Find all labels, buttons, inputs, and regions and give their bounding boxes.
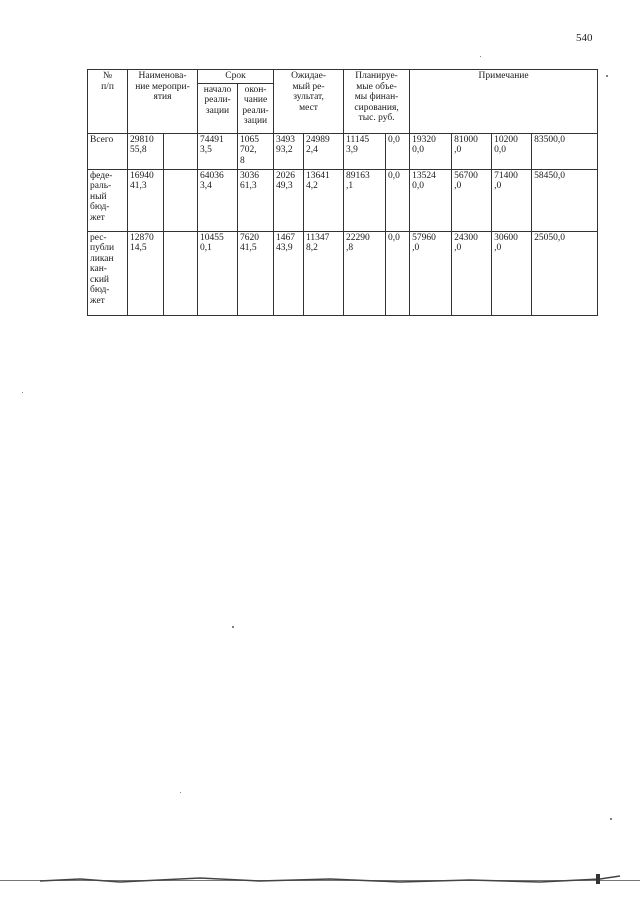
- table-cell: [164, 169, 198, 231]
- table-cell: [164, 231, 198, 315]
- table-cell: 24300 ,0: [452, 231, 492, 315]
- table-cell: 22290 ,8: [344, 231, 386, 315]
- table-cell: 71400 ,0: [492, 169, 532, 231]
- table-cell: 3493 93,2: [274, 133, 304, 169]
- scan-speck: [180, 792, 181, 793]
- table-cell: 12870 14,5: [128, 231, 164, 315]
- budget-table: [87, 69, 598, 316]
- table-row: [88, 133, 598, 169]
- row-label: феде- раль- ный бюд- жет: [88, 169, 128, 231]
- table-cell: 64036 3,4: [198, 169, 238, 231]
- table-cell: 11145 3,9: [344, 133, 386, 169]
- table-cell: 29810 55,8: [128, 133, 164, 169]
- header-term: Срок: [198, 70, 274, 84]
- table-row: [88, 169, 598, 231]
- header-term-end: окон- чание реали- зации: [238, 83, 274, 133]
- scan-speck: [22, 392, 23, 393]
- table-row: [88, 231, 598, 315]
- row-label: рес- публи ликан кан- ский бюд- жет: [88, 231, 128, 315]
- table-cell: 10455 0,1: [198, 231, 238, 315]
- table-cell: 0,0: [386, 133, 410, 169]
- header-expected-result: Ожидае- мый ре- зультат, мест: [274, 70, 344, 134]
- header-activity-name: Наименова- ние меропри- ятия: [128, 70, 198, 134]
- table-cell: 7620 41,5: [238, 231, 274, 315]
- table-cell: 58450,0: [532, 169, 598, 231]
- table-cell: 81000 ,0: [452, 133, 492, 169]
- table-cell: 11347 8,2: [304, 231, 344, 315]
- scan-speck: [610, 818, 612, 820]
- header-note: Примечание: [410, 70, 598, 134]
- scan-speck: [232, 626, 234, 628]
- table-cell: 30600 ,0: [492, 231, 532, 315]
- table-cell: 1467 43,9: [274, 231, 304, 315]
- header-term-start: начало реали- зации: [198, 83, 238, 133]
- page-number: 540: [576, 32, 593, 44]
- table-cell: 56700 ,0: [452, 169, 492, 231]
- table-cell: 57960 ,0: [410, 231, 452, 315]
- table-cell: 83500,0: [532, 133, 598, 169]
- table-cell: 13524 0,0: [410, 169, 452, 231]
- scan-speck: [480, 56, 481, 57]
- table-cell: 3036 61,3: [238, 169, 274, 231]
- header-number: № п/п: [88, 70, 128, 134]
- table-cell: 0,0: [386, 231, 410, 315]
- table-cell: 24989 2,4: [304, 133, 344, 169]
- table-cell: [164, 133, 198, 169]
- scan-speck: [606, 75, 608, 77]
- header-planned-financing: Планируе- мые объе- мы финан- сирования, тыс. руб.: [344, 70, 410, 134]
- table-cell: 10200 0,0: [492, 133, 532, 169]
- table-cell: 13641 4,2: [304, 169, 344, 231]
- table-cell: 25050,0: [532, 231, 598, 315]
- table-cell: 74491 3,5: [198, 133, 238, 169]
- table-cell: 89163 ,1: [344, 169, 386, 231]
- table-cell: 0,0: [386, 169, 410, 231]
- table-cell: 1065 702, 8: [238, 133, 274, 169]
- table-cell: 2026 49,3: [274, 169, 304, 231]
- table-cell: 19320 0,0: [410, 133, 452, 169]
- row-label: Всего: [88, 133, 128, 169]
- scan-edge-noise: [0, 870, 640, 890]
- table-cell: 16940 41,3: [128, 169, 164, 231]
